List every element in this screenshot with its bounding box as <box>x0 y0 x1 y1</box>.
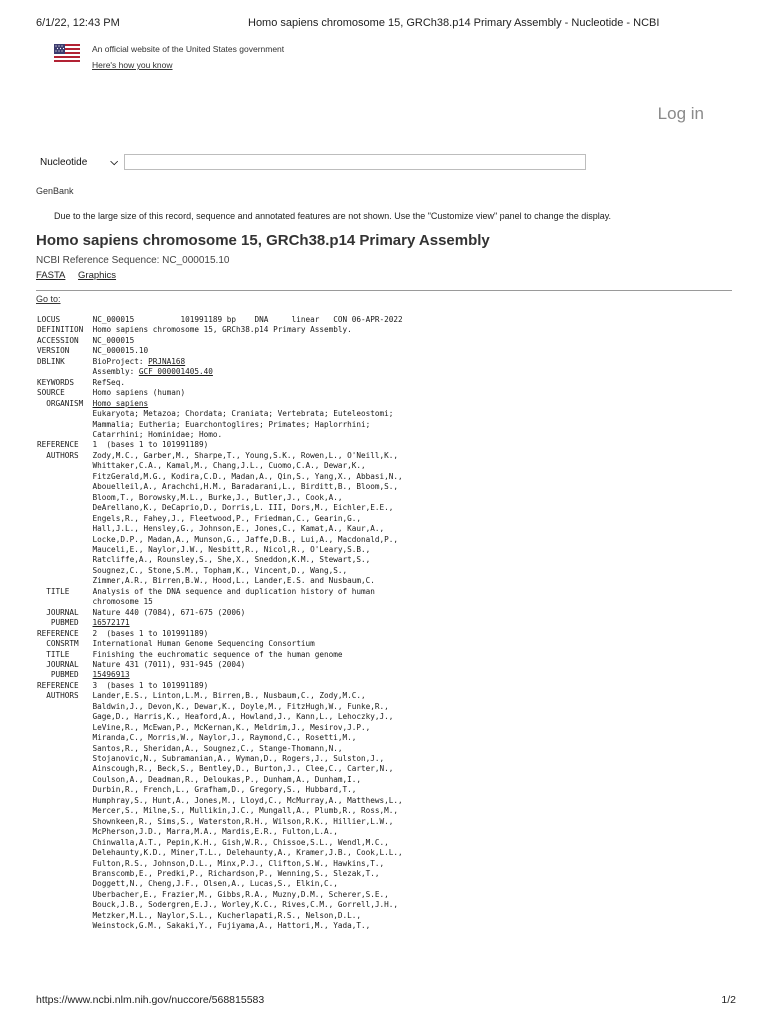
login-link[interactable]: Log in <box>657 104 704 123</box>
genbank-field-value: Ratcliffe,A., Rounsley,S., She,X., Sneddon,K.M., Stewart,S., <box>92 555 371 565</box>
genbank-field-key: PUBMED <box>37 618 79 628</box>
genbank-field-value: FitzGerald,M.G., Kodira,C.D., Madan,A., Qin,S., Yang,X., Abbasi,N., <box>92 471 403 481</box>
genbank-line <box>37 702 389 711</box>
genbank-field-value: Branscomb,E., Predki,P., Richardson,P., Wenning,S., Slezak,T., <box>92 869 380 879</box>
genbank-field-value: Ainscough,R., Beck,S., Bentley,D., Burton,J., Clee,C., Carter,N., <box>92 764 394 774</box>
genbank-line <box>37 367 213 376</box>
genbank-line <box>37 325 352 334</box>
genbank-line <box>37 472 403 481</box>
graphics-link[interactable]: Graphics <box>78 270 117 281</box>
print-datetime: 6/1/22, 12:43 PM <box>36 17 120 29</box>
genbank-line <box>37 660 245 669</box>
genbank-line <box>37 817 393 826</box>
genbank-field-value: Finishing the euchromatic sequence of the human genome <box>92 649 343 659</box>
genbank-field-key: KEYWORDS <box>37 377 75 387</box>
database-select-value: Nucleotide <box>40 156 88 168</box>
genbank-field-value: Assembly: <box>92 367 139 377</box>
genbank-line <box>37 336 134 345</box>
genbank-field-key: REFERENCE <box>37 440 79 450</box>
genbank-line <box>37 608 245 617</box>
genbank-line <box>37 346 148 355</box>
genbank-field-value: Mauceli,E., Naylor,J.W., Nesbitt,R., Nicol,R., O'Leary,S.B., <box>92 544 371 554</box>
genbank-line <box>37 388 185 397</box>
genbank-field-value: Analysis of the DNA sequence and duplication history of human <box>92 586 375 596</box>
genbank-line <box>37 524 384 533</box>
genbank-link[interactable]: GCF_000001405.40 <box>138 367 213 377</box>
print-page-title: Homo sapiens chromosome 15, GRCh38.p14 Primary Assembly - Nucleotide - NCBI <box>248 17 660 29</box>
search-input[interactable] <box>124 154 586 170</box>
genbank-field-value: Abouelleil,A., Arachchi,H.M., Baradarani,L., Birditt,B., Bloom,S., <box>92 482 399 492</box>
genbank-field-key: TITLE <box>37 649 70 659</box>
genbank-field-value: Sougnez,C., Stone,S.M., Topham,K., Vincent,D., Wang,S., <box>92 565 348 575</box>
genbank-field-value: Nature 440 (7084), 671-675 (2006) <box>92 607 246 617</box>
genbank-field-value: Delehaunty,K.D., Miner,T.L., Delehaunty,A., Kramer,J.B., Cook,L.L., <box>92 848 403 858</box>
genbank-field-value: Coulson,A., Deadman,R., Deloukas,P., Dunham,A., Dunham,I., <box>92 774 361 784</box>
genbank-field-value: Durbin,R., French,L., Grafham,D., Gregory,S., Hubbard,T., <box>92 785 357 795</box>
record-title: Homo sapiens chromosome 15, GRCh38.p14 Primary Assembly <box>36 232 490 249</box>
genbank-line <box>37 890 389 899</box>
genbank-field-value: Bloom,T., Borowsky,M.L., Burke,J., Butler,J., Cook,A., <box>92 492 343 502</box>
genbank-line <box>37 555 370 564</box>
genbank-field-value: 2 (bases 1 to 101991189) <box>92 628 209 638</box>
genbank-field-value: Catarrhini; Hominidae; Homo. <box>92 429 223 439</box>
genbank-link[interactable]: Homo sapiens <box>92 398 149 408</box>
genbank-field-value: Mercer,S., Milne,S., Mullikin,J.C., Mungall,A., Plumb,R., Ross,M., <box>92 806 399 816</box>
genbank-field-value: Chinwalla,A.T., Pepin,K.H., Gish,W.R., Chissoe,S.L., Wendl,M.C., <box>92 837 389 847</box>
genbank-field-value: Santos,R., Sheridan,A., Sougnez,C., Stange-Thomann,N., <box>92 743 343 753</box>
genbank-label: GenBank <box>36 186 74 196</box>
genbank-field-value: DeArellano,K., DeCaprio,D., Dorris,L. III, Dors,M., Eichler,E.E., <box>92 503 394 513</box>
genbank-field-value: Homo sapiens chromosome 15, GRCh38.p14 Primary Assembly. <box>92 325 352 335</box>
heres-how-you-know-link[interactable]: Here's how you know <box>92 60 173 70</box>
genbank-field-value: McPherson,J.D., Marra,M.A., Mardis,E.R., Fulton,L.A., <box>92 827 338 837</box>
genbank-field-value: Humphray,S., Hunt,A., Jones,M., Lloyd,C., McMurray,A., Matthews,L., <box>92 795 403 805</box>
genbank-field-value: BioProject: <box>92 356 149 366</box>
genbank-line <box>37 775 361 784</box>
genbank-line <box>37 879 338 888</box>
genbank-field-value: International Human Genome Sequencing Consortium <box>92 639 315 649</box>
genbank-field-value: Nature 431 (7011), 931-945 (2004) <box>92 659 246 669</box>
genbank-field-value: Metzker,M.L., Naylor,S.L., Kucherlapati,R.S., Nelson,D.L., <box>92 910 361 920</box>
genbank-line <box>37 378 125 387</box>
genbank-line <box>37 503 393 512</box>
genbank-line <box>37 754 384 763</box>
chevron-down-icon: ⌵ <box>110 156 118 168</box>
genbank-line <box>37 785 356 794</box>
genbank-field-value: chromosome 15 <box>92 597 153 607</box>
genbank-field-value: RefSeq. <box>92 377 125 387</box>
genbank-field-key: AUTHORS <box>37 450 79 460</box>
genbank-line <box>37 869 380 878</box>
genbank-line <box>37 576 375 585</box>
genbank-field-value: Stojanovic,N., Subramanian,A., Wyman,D., Rogers,J., Sulston,J., <box>92 754 385 764</box>
genbank-line <box>37 629 208 638</box>
genbank-field-key: JOURNAL <box>37 607 79 617</box>
genbank-field-key: DBLINK <box>37 356 65 366</box>
genbank-field-key: PUBMED <box>37 670 79 680</box>
genbank-line <box>37 723 370 732</box>
genbank-line <box>37 712 393 721</box>
genbank-field-key: SOURCE <box>37 388 65 398</box>
genbank-field-key: REFERENCE <box>37 628 79 638</box>
genbank-field-value: Miranda,C., Morris,W., Naylor,J., Raymond,C., Rosetti,M., <box>92 733 357 743</box>
genbank-field-key: ACCESSION <box>37 335 79 345</box>
genbank-line <box>37 409 393 418</box>
print-footer-url: https://www.ncbi.nlm.nih.gov/nuccore/568815583 <box>36 994 265 1006</box>
genbank-line <box>37 827 338 836</box>
genbank-line <box>37 461 366 470</box>
genbank-line <box>37 650 343 659</box>
genbank-field-value: 3 (bases 1 to 101991189) <box>92 680 209 690</box>
genbank-line <box>37 315 403 324</box>
genbank-line <box>37 420 370 429</box>
genbank-field-value: Eukaryota; Metazoa; Chordata; Craniata; Vertebrata; Euteleostomi; <box>92 409 394 419</box>
genbank-line <box>37 744 342 753</box>
genbank-line <box>37 451 398 460</box>
genbank-field-value: LeVine,R., McEwan,P., McKernan,K., Meldrim,J., Mesirov,J.P., <box>92 722 371 732</box>
genbank-line <box>37 733 356 742</box>
genbank-line <box>37 764 393 773</box>
genbank-flatfile <box>37 315 737 979</box>
genbank-line <box>37 838 389 847</box>
genbank-field-key: LOCUS <box>37 315 61 324</box>
divider <box>36 290 732 291</box>
genbank-line <box>37 566 347 575</box>
genbank-line <box>37 681 208 690</box>
genbank-field-value: Doggett,N., Cheng,J.F., Olsen,A., Lucas,S., Elkin,C., <box>92 879 338 889</box>
genbank-line <box>37 806 398 815</box>
genbank-line <box>37 670 130 679</box>
gov-official-text: An official website of the United States government <box>92 44 285 54</box>
genbank-line <box>37 482 398 491</box>
genbank-field-value: Baldwin,J., Devon,K., Dewar,K., Doyle,M., FitzHugh,W., Funke,R., <box>92 701 389 711</box>
genbank-link[interactable]: 15496913 <box>92 670 130 680</box>
genbank-line <box>37 587 375 596</box>
fasta-link[interactable]: FASTA <box>36 270 66 281</box>
genbank-field-key: REFERENCE <box>37 680 79 690</box>
genbank-line <box>37 921 370 930</box>
genbank-field-value: Weinstock,G.M., Sakaki,Y., Fujiyama,A., Hattori,M., Yada,T., <box>92 921 371 931</box>
genbank-field-value: Whittaker,C.A., Kamal,M., Chang,J.L., Cuomo,C.A., Dewar,K., <box>92 461 366 471</box>
genbank-line <box>37 440 208 449</box>
genbank-line <box>37 796 403 805</box>
genbank-line <box>37 859 384 868</box>
genbank-field-value: Zody,M.C., Garber,M., Sharpe,T., Young,S.K., Rowen,L., O'Neill,K., <box>92 450 399 460</box>
genbank-field-value: NC_000015.10 <box>92 346 149 356</box>
refseq-accession: NCBI Reference Sequence: NC_000015.10 <box>36 255 230 266</box>
genbank-line <box>37 618 130 627</box>
genbank-field-value: Homo sapiens (human) <box>92 388 186 398</box>
genbank-line <box>37 639 315 648</box>
genbank-field-value: Fulton,R.S., Johnson,D.L., Minx,P.J., Clifton,S.W., Hawkins,T., <box>92 858 385 868</box>
genbank-line <box>37 597 153 606</box>
genbank-line <box>37 911 361 920</box>
genbank-field-value: Mammalia; Eutheria; Euarchontoglires; Primates; Haplorrhini; <box>92 419 371 429</box>
genbank-line <box>37 535 398 544</box>
database-select[interactable] <box>36 154 120 170</box>
genbank-field-value: NC_000015 <box>92 335 135 345</box>
genbank-field-value: Engels,R., Fahey,J., Fleetwood,P., Friedman,C., Gearin,G., <box>92 513 361 523</box>
genbank-line <box>37 691 366 700</box>
genbank-field-key: ORGANISM <box>37 398 84 408</box>
genbank-field-value: Locke,D.P., Madan,A., Munson,G., Jaffe,D.B., Lui,A., Macdonald,P., <box>92 534 399 544</box>
genbank-link[interactable]: PRJNA168 <box>148 356 186 366</box>
genbank-line <box>37 399 148 408</box>
genbank-field-value: Uberbacher,E., Frazier,M., Gibbs,R.A., Muzny,D.M., Scherer,S.E., <box>92 889 389 899</box>
print-footer-page: 1/2 <box>721 994 736 1006</box>
genbank-line <box>37 545 370 554</box>
genbank-field-key: VERSION <box>37 346 70 356</box>
genbank-line <box>37 357 185 366</box>
genbank-field-value: Shownkeen,R., Sims,S., Waterston,R.H., Wilson,R.K., Hillier,L.W., <box>92 816 394 826</box>
genbank-line <box>37 848 403 857</box>
genbank-field-value: Bouck,J.B., Sodergren,E.J., Worley,K.C., Rives,C.M., Gorrell,J.H., <box>92 900 399 910</box>
genbank-link[interactable]: 16572171 <box>92 618 130 628</box>
genbank-field-key: TITLE <box>37 586 70 596</box>
record-format-links <box>36 270 126 281</box>
genbank-field-value: Hall,J.L., Hensley,G., Johnson,E., Jones,C., Kamat,A., Kaur,A., <box>92 524 385 534</box>
genbank-field-key: CONSRTM <box>37 639 79 649</box>
genbank-line <box>37 900 398 909</box>
genbank-line <box>37 514 361 523</box>
goto-link[interactable]: Go to: <box>36 294 61 304</box>
us-flag-icon <box>54 44 80 62</box>
genbank-field-value: Lander,E.S., Linton,L.M., Birren,B., Nusbaum,C., Zody,M.C., <box>92 691 366 701</box>
genbank-line <box>37 493 342 502</box>
genbank-field-value: Gage,D., Harris,K., Heaford,A., Howland,J., Kann,L., Lehoczky,J., <box>92 712 394 722</box>
large-record-notice: Due to the large size of this record, sequence and annotated features are not shown. Use the "Customize view" panel to change the display. <box>54 211 612 221</box>
genbank-field-key: DEFINITION <box>37 325 84 335</box>
genbank-field-value: NC_000015 101991189 bp DNA linear CON 06-APR-2022 <box>92 315 403 324</box>
genbank-field-key: AUTHORS <box>37 691 79 701</box>
genbank-field-value: Zimmer,A.R., Birren,B.W., Hood,L., Lander,E.S. and Nusbaum,C. <box>92 576 375 586</box>
genbank-line <box>37 430 222 439</box>
genbank-field-value: 1 (bases 1 to 101991189) <box>92 440 209 450</box>
genbank-field-key: JOURNAL <box>37 659 79 669</box>
